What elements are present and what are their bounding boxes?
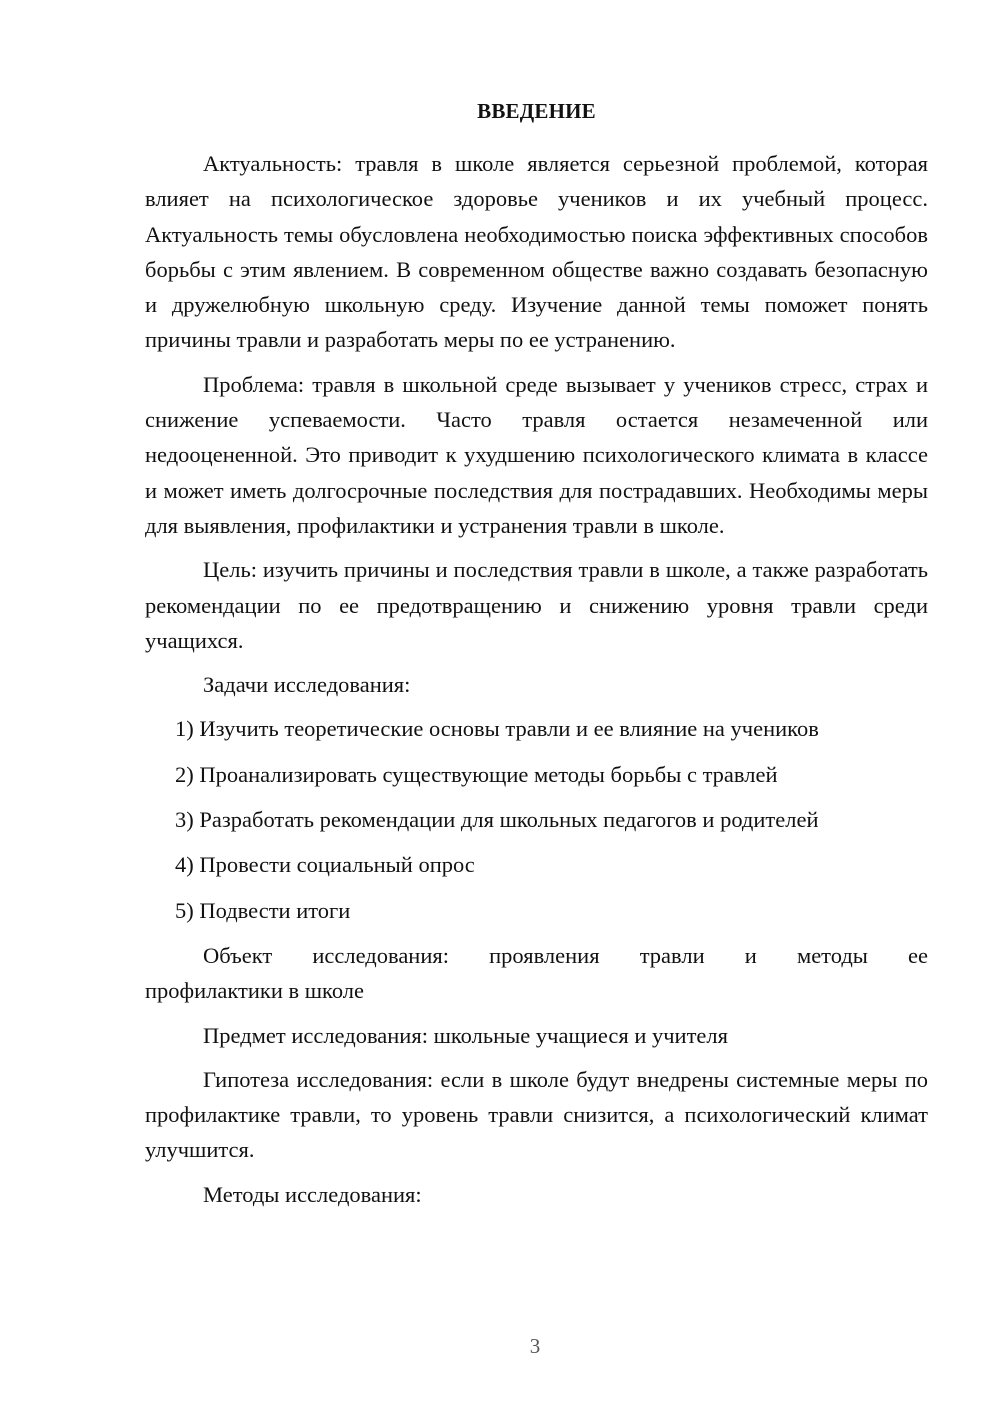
list-item: 4) Провести социальный опрос [175,852,475,878]
tasks-list [145,711,928,927]
paragraph-object [145,938,928,1009]
tasks-heading: Задачи исследования: [203,672,411,698]
methods-heading: Методы исследования: [203,1181,422,1207]
paragraph-subject: Предмет исследования: школьные учащиеся и учителя [203,1022,728,1048]
page-title: ВВЕДЕНИЕ [477,99,596,123]
paragraph-problem: Проблема: травля в школьной среде вызывает у учеников стресс, страх и снижение успеваемости. Часто травля остается незамеченной или недооцененной. Это приводит к ухудшению психологического климата в классе и может иметь долгосрочные последствия для пострадавших. Необходимы меры для выявления, профилактики и устранения травли в школе. [145,371,928,538]
page-number: 3 [529,1334,541,1358]
list-item: 3) Разработать рекомендации для школьных педагогов и родителей [175,807,819,833]
list-item: 2) Проанализировать существующие методы борьбы с травлей [175,761,778,787]
paragraph-hypothesis: Гипотеза исследования: если в школе будут внедрены системные меры по профилактике травли, то уровень травли снизится, а психологический климат улучшится. [145,1066,928,1163]
list-item: 1) Изучить теоретические основы травли и ее влияние на учеников [175,716,819,742]
paragraph-goal: Цель: изучить причины и последствия травли в школе, а также разработать рекомендации по ее предотвращению и снижению уровня травли среди учащихся. [145,557,928,653]
list-item: 5) Подвести итоги [175,897,351,923]
object-line-1: Объект исследования: проявления травли и методы ее [203,942,928,968]
object-line-2: профилактики в школе [145,978,365,1004]
document-page [145,98,928,1212]
paragraph-relevance: Актуальность: травля в школе является серьезной проблемой, которая влияет на психологическое здоровье учеников и их учебный процесс. Актуальность темы обусловлена необходимостью поиска эффективных способов борьбы с этим явлением. В современном обществе важно создавать безопасную и дружелюбную школьную среду. Изучение данной темы поможет понять причины травли и разработать меры по ее устранению. [145,151,928,353]
